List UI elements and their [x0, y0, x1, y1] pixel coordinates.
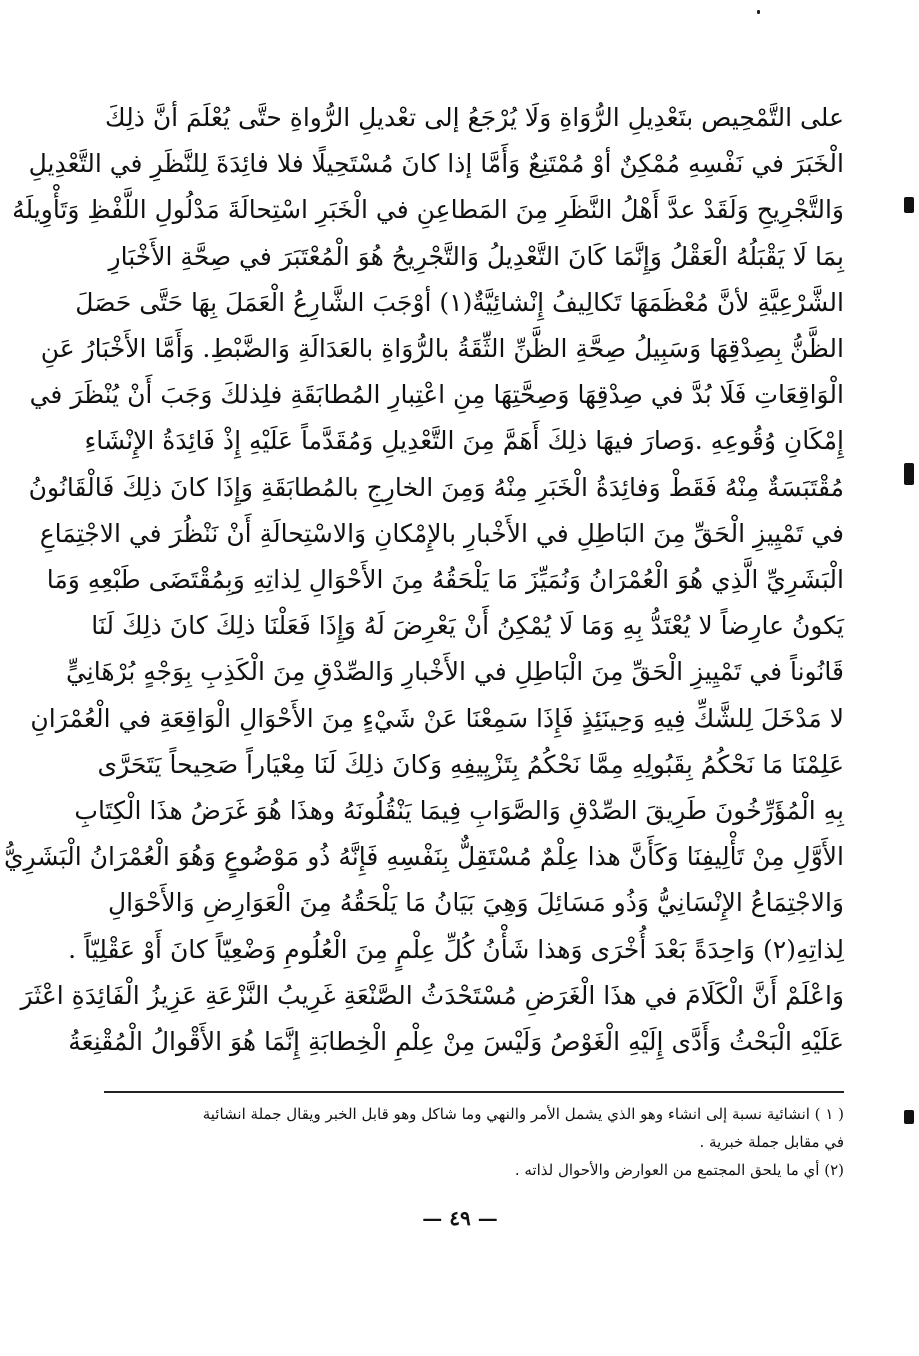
- text-line: يَكونُ عارِضاً لا يُعْتَدُّ بِهِ وَمَا لَا يُمْكِنُ أَنْ يَعْرِضَ لَهُ وَإِذَا فَعَلْنَا ذلِكَ كانَ ذلِكَ لَنَا: [91, 611, 844, 641]
- footnote-separator: [104, 1091, 844, 1093]
- edge-scan-mark: [904, 1110, 914, 1124]
- edge-scan-mark: [904, 197, 914, 213]
- footnote-line: في مقابل جملة خبرية .: [699, 1133, 844, 1151]
- page-number: — ٤٩ —: [422, 1206, 498, 1230]
- text-line: لِذاتِهِ(٢) وَاحِدَةً بَعْدَ أُخْرَى وَهذا شَأْنُ كُلِّ عِلْمٍ مِنَ الْعُلُومِ وَضْعِيّاً كانَ أَوْ عَقْلِيّاً .: [68, 934, 844, 964]
- text-line: الظَّنُّ بِصِدْقِهَا وَسَبِيلُ صِحَّةِ الظَّنِّ الثِّقَةُ بالرُّوَاةِ بالعَدَالَةِ وَالضَّبْطِ. وَأَمَّا الأَخْبَارُ عَنِ: [40, 334, 844, 364]
- scan-speck: [757, 10, 760, 14]
- text-line: بِمَا لَا يَقْبَلُهُ الْعَقْلُ وَإِنَّمَا كَانَ التَّعْدِيلُ وَالتَّجْرِيحُ هُوَ الْمُعْتَبَرَ في صِحَّةِ الأَخْبَارِ: [108, 241, 844, 271]
- text-line: على التَّمْحِيص بتَعْدِيلِ الرُّوَاةِ وَلَا يُرْجَعُ إلى تعْديلِ الرُّواةِ حتَّى يُعْلَمَ أنَّ ذلِكَ: [105, 103, 844, 132]
- footnotes: [104, 1100, 844, 1184]
- text-line: مُقْتَبَسَةٌ مِنْهُ فَقَطْ وَفائِدَةُ الْخَبَرِ مِنْهُ وَمِنَ الخارِجِ بالمُطابَقَةِ وَإِذَا كانَ ذلِكَ فَالْقَانُونُ: [28, 472, 844, 502]
- text-line: الأَوَّلِ مِنْ تَأْلِيفِنَا وَكَأَنَّ هذا عِلْمٌ مُسْتَقِلٌّ بِنَفْسِهِ فَإِنَّهُ ذُو مَوْضُوعٍ وَهُوَ الْعُمْرَانُ الْبَشَرِيُّ: [3, 842, 844, 872]
- edge-scan-mark: [904, 463, 914, 485]
- text-line: إِمْكَانِ وُقُوعِهِ .وَصارَ فيهَا ذلِكَ أَهَمَّ مِنَ التَّعْدِيلِ وَمُقَدَّماً عَلَيْهِ إِذْ فَائِدَةُ الإِنْشَاءِ: [84, 426, 844, 456]
- text-line: لا مَدْخَلَ لِلشَّكِّ فِيهِ وَحِينَئِذٍ فَإِذَا سَمِعْنَا عَنْ شَيْءٍ مِنَ الأَحْوَالِ الْوَاقِعَةِ في الْعُمْرَانِ: [30, 703, 844, 733]
- text-line: بِهِ الْمُؤَرِّخُونَ طَرِيقَ الصِّدْقِ وَالصَّوَابِ فِيمَا يَنْقُلُونَهُ وهذَا هُوَ غَرَضُ هذَا الْكِتَابِ: [74, 796, 844, 826]
- text-line: في تَمْيِيزِ الْحَقِّ مِنَ البَاطِلِ في الأَخْبارِ بالإِمْكانِ وَالاسْتِحالَةِ أَنْ نَنْظُرَ في الاجْتِمَاعِ: [39, 518, 844, 548]
- text-line: وَالاجْتِمَاعُ الإِنْسَانِيُّ وَذُو مَسَائِلَ وَهِيَ بَيَانُ مَا يَلْحَقُهُ مِنَ الْعَوَارِضِ وَالأَحْوَالِ: [107, 888, 844, 918]
- text-line: الْبَشَرِيِّ الَّذِي هُوَ الْعُمْرَانُ وَنُمَيِّزَ مَا يَلْحَقُهُ مِنَ الأَحْوَالِ لِذاتِهِ وَبِمُقْتَضَى طَبْعِهِ وَمَا: [46, 565, 844, 595]
- main-text: [3, 95, 844, 1065]
- text-line: عَلِمْنَا مَا نَحْكُمُ بِقَبُولِهِ مِمَّا نَحْكُمُ بِتَزْيِيفِهِ وَكانَ ذلِكَ لَنَا مِعْيَاراً صَحِيحاً يَتَحَرَّى: [97, 749, 844, 779]
- text-line: قَانُوناً في تَمْيِيزِ الْحَقِّ مِنَ الْبَاطِلِ في الأَخْبارِ وَالصِّدْقِ مِنَ الْكَذِبِ بِوَجْهٍ بُرْهَانِيٍّ: [65, 657, 844, 687]
- footnote-line: ( ١ ) انشائية نسبة إلى انشاء وهو الذي يشمل الأمر والنهي وما شاكل وهو قابل الخبر ويقال جملة انشائية: [202, 1105, 844, 1123]
- text-line: الْخَبَرَ في نَفْسِهِ مُمْكِنٌ أوْ مُمْتَنِعٌ وَأَمَّا إذا كانَ مُسْتَحِيلًا فلا فائِدَةَ لِلنَّظَرِ في التَّعْدِيلِ: [28, 149, 844, 179]
- text-line: وَالتَّجْرِيحِ وَلَقَدْ عدَّ أَهْلُ النَّظَرِ مِنَ المَطاعِنِ في الْخَبَرِ اسْتِحالَةَ مَدْلُولِ اللَّفْظِ وَتَأْوِيلَهُ: [12, 195, 844, 225]
- text-line: الشَّرْعِيَّةِ لأنَّ مُعْظَمَهَا تَكالِيفُ إِنْشائِيَّةٌ(١) أوْجَبَ الشَّارِعُ الْعَمَلَ بِهَا حَتَّى حَصَلَ: [75, 287, 844, 317]
- text-line: الْوَاقِعَاتِ فَلَا بُدَّ في صِدْقِهَا وَصِحَّتِهَا مِنِ اعْتِبارِ المُطابَقَةِ فلِذلكَ وَجَبَ أَنْ يُنْظَرَ في: [29, 380, 844, 410]
- footnote-line: (٢) أي ما يلحق المجتمع من العوارض والأحوال لذاته .: [514, 1161, 844, 1179]
- text-line: وَاعْلَمْ أَنَّ الْكَلَامَ في هذَا الْغَرَضِ مُسْتَحْدَثُ الصَّنْعَةِ غَرِيبُ النَّزْعَةِ عَزِيزُ الْفَائِدَةِ اعْثَرَ: [20, 980, 844, 1010]
- text-line: عَلَيْهِ الْبَحْثُ وَأَدَّى إِلَيْهِ الْغَوْصُ وَلَيْسَ مِنْ عِلْمِ الْخِطابَةِ إِنَّمَا هُوَ الأَقْوالُ الْمُقْنِعَةُ: [68, 1027, 844, 1057]
